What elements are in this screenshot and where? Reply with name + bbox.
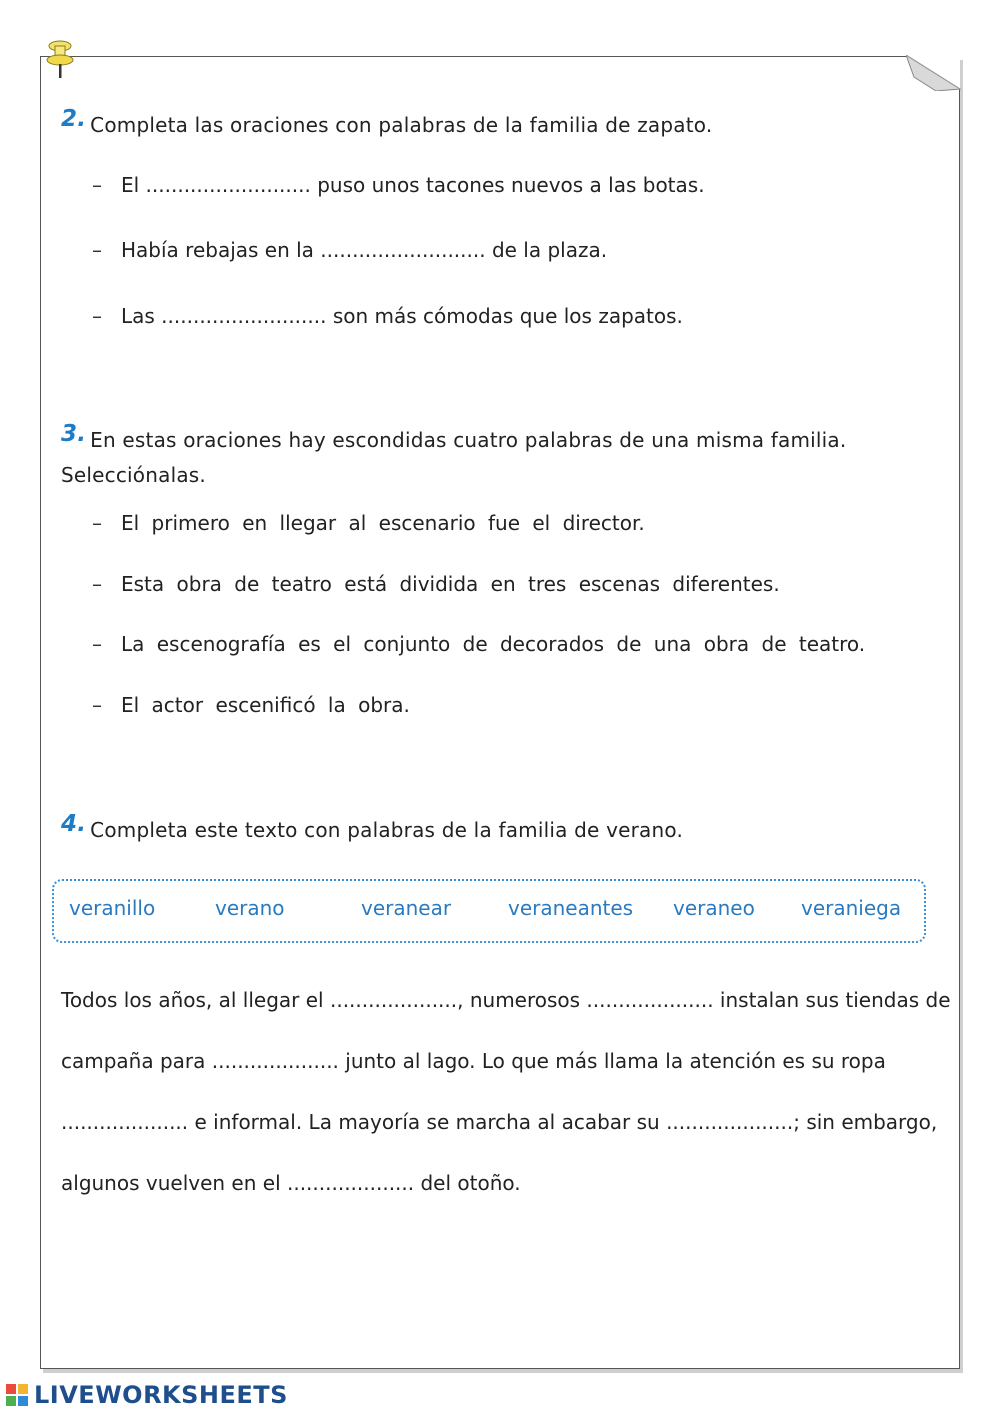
sentence-text: El .......................... puso unos tacones nuevos a las botas. — [121, 173, 705, 197]
dash-bullet: – — [92, 693, 102, 717]
dash-bullet: – — [92, 304, 102, 328]
list-item — [92, 693, 410, 717]
cloze-text-line: .................... e informal. La mayoría se marcha al acabar su ....................; sin embargo, — [61, 1110, 938, 1134]
dash-bullet: – — [92, 238, 102, 262]
question-4-number: 4. — [61, 811, 87, 837]
word-bank-item: veranillo — [69, 896, 156, 920]
list-item — [92, 511, 645, 535]
word-bank-item: veranear — [361, 896, 452, 920]
word-bank-item: veraneo — [673, 896, 755, 920]
list-item — [92, 632, 865, 656]
sentence-text: Había rebajas en la .......................... de la plaza. — [121, 238, 608, 262]
brand-name: LIVEWORKSHEETS — [34, 1381, 288, 1409]
list-item — [92, 173, 705, 197]
question-4-text: Completa este texto con palabras de la familia de verano. — [90, 818, 684, 842]
sentence-text: Las .......................... son más cómodas que los zapatos. — [121, 304, 683, 328]
dash-bullet: – — [92, 632, 102, 656]
list-item — [92, 238, 607, 262]
logo-cube-icon — [6, 1384, 28, 1406]
word-bank-item: veraneantes — [508, 896, 634, 920]
question-3-text-line1: En estas oraciones hay escondidas cuatro palabras de una misma familia. — [90, 428, 847, 452]
pushpin-icon — [44, 40, 76, 84]
list-item — [92, 572, 780, 596]
liveworksheets-logo — [6, 1381, 288, 1409]
question-3-text-line2: Selecciónalas. — [61, 463, 206, 487]
page-curl-icon — [906, 55, 962, 91]
question-4-prompt — [61, 811, 684, 843]
sentence-text[interactable]: El primero en llegar al escenario fue el director. — [121, 511, 645, 535]
question-2-text: Completa las oraciones con palabras de la familia de zapato. — [90, 113, 713, 137]
word-bank-item: veraniega — [801, 896, 902, 920]
cloze-text-line: Todos los años, al llegar el ...................., numerosos .................... instalan sus tiendas de — [61, 988, 951, 1012]
dash-bullet: – — [92, 572, 102, 596]
list-item — [92, 304, 683, 328]
sentence-text[interactable]: La escenografía es el conjunto de decorados de una obra de teatro. — [121, 632, 866, 656]
sentence-text[interactable]: Esta obra de teatro está dividida en tres escenas diferentes. — [121, 572, 780, 596]
dash-bullet: – — [92, 511, 102, 535]
word-bank-item: verano — [215, 896, 285, 920]
question-3-number: 3. — [61, 421, 87, 447]
word-bank-box — [52, 879, 926, 943]
cloze-text-line: algunos vuelven en el .................... del otoño. — [61, 1171, 521, 1195]
cloze-text-line: campaña para .................... junto al lago. Lo que más llama la atención es su ropa — [61, 1049, 886, 1073]
sentence-text[interactable]: El actor escenificó la obra. — [121, 693, 410, 717]
question-2-number: 2. — [61, 106, 87, 132]
question-2-prompt — [61, 106, 713, 138]
question-3-prompt — [61, 421, 847, 453]
dash-bullet: – — [92, 173, 102, 197]
